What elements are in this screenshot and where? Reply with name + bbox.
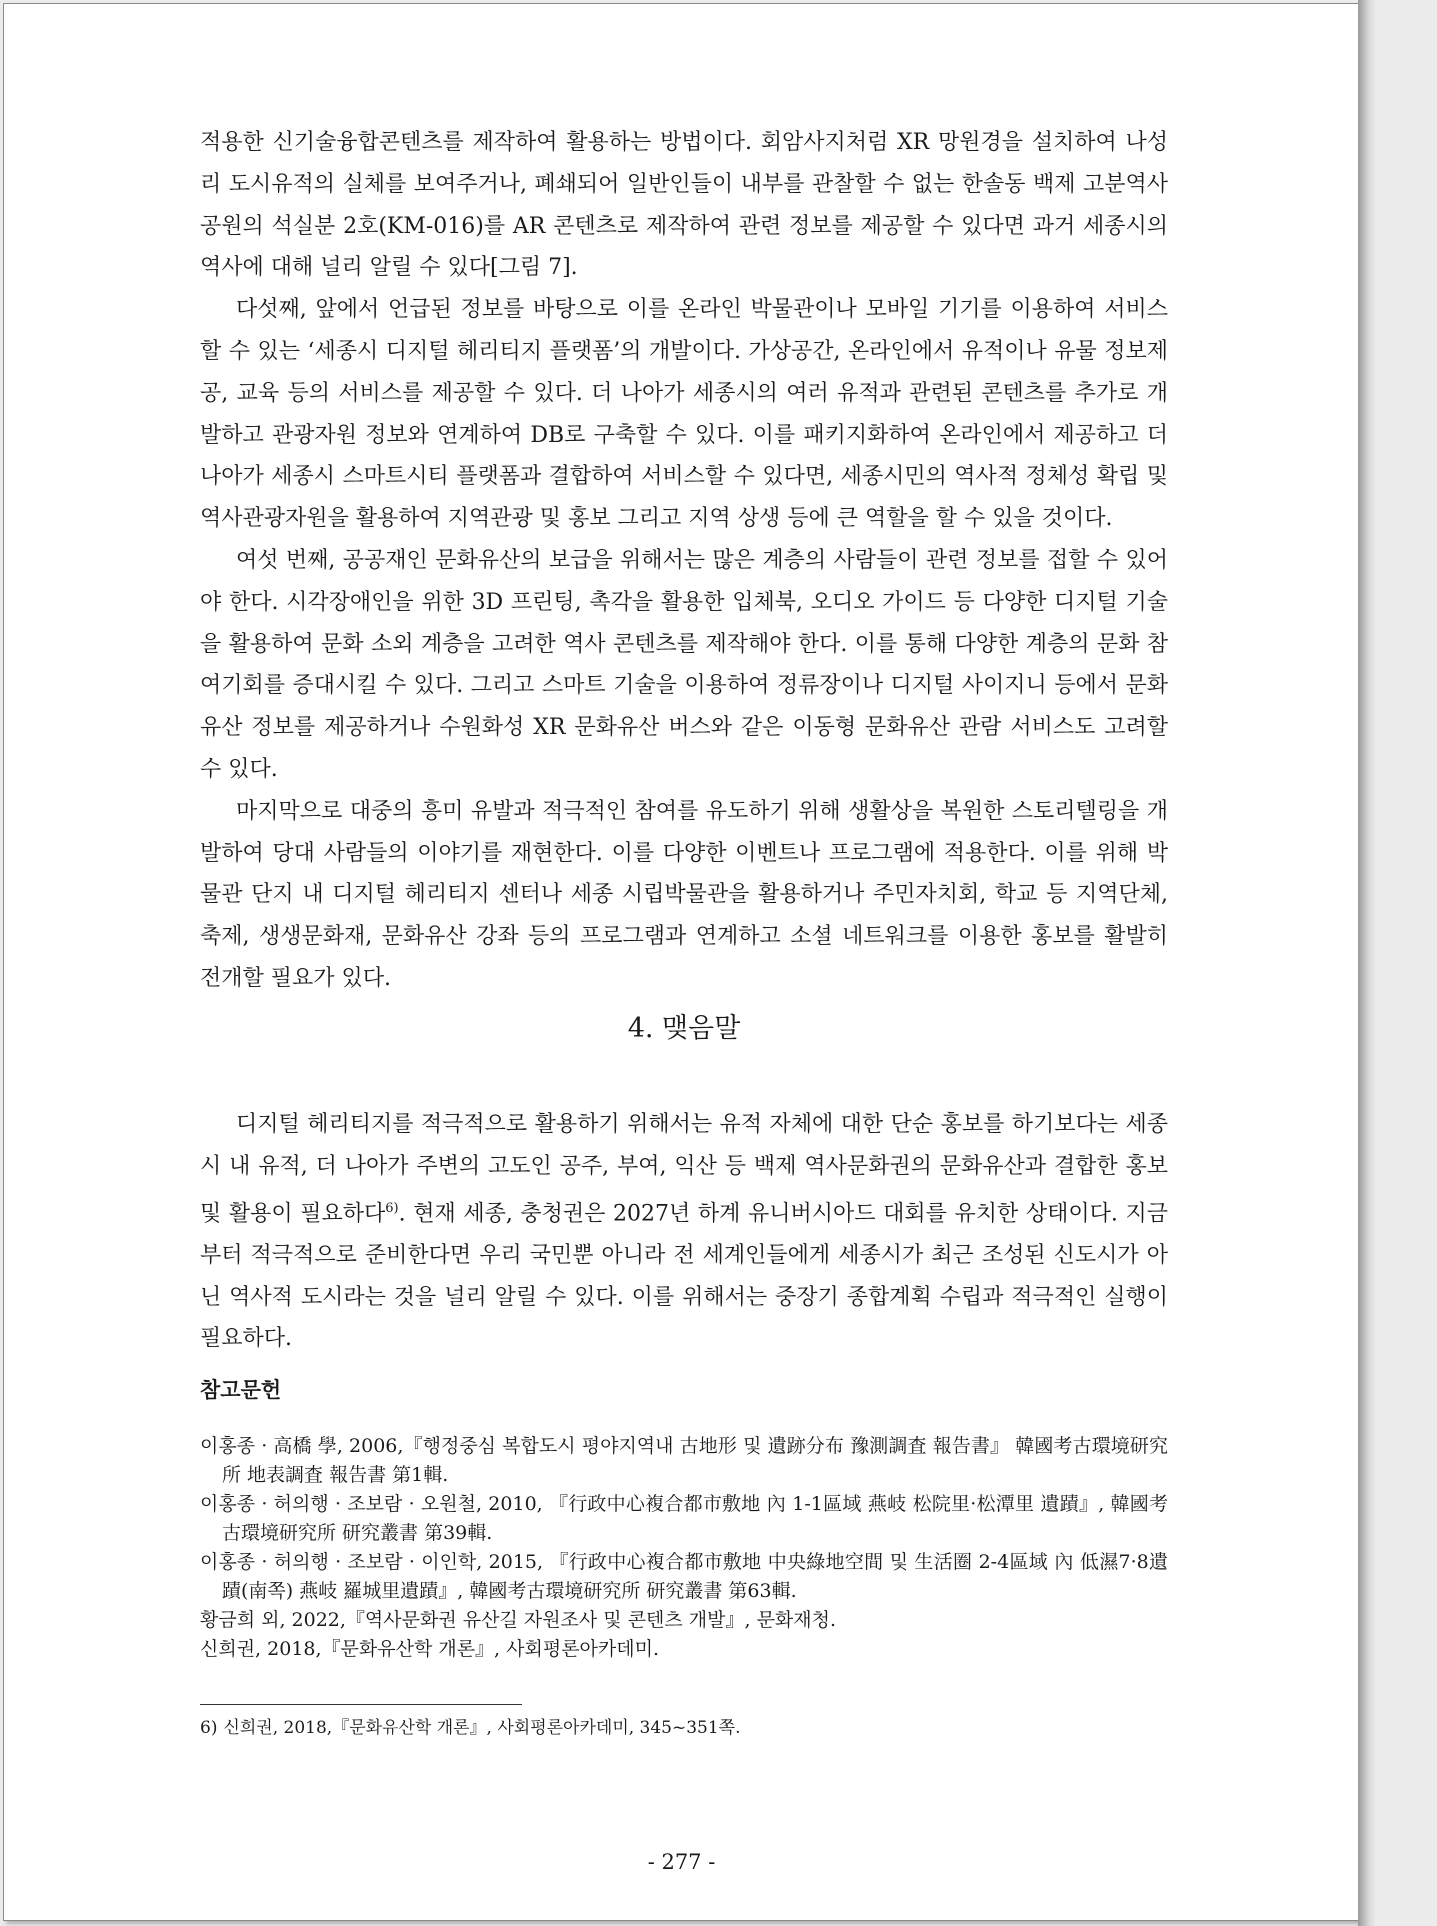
body-text-block-2 bbox=[200, 1104, 1168, 1360]
document-page bbox=[3, 3, 1360, 1921]
body-text-block-1 bbox=[200, 122, 1168, 1000]
reference-item: 황금희 외, 2022,『역사문화권 유산길 자원조사 및 콘텐츠 개발』, 문화재청. bbox=[200, 1609, 837, 1631]
paragraph: 다섯째, 앞에서 언급된 정보를 바탕으로 이를 온라인 박물관이나 모바일 기기를 이용하여 서비스할 수 있는 ‘세종시 디지털 헤리티지 플랫폼’의 개발이다. 가상공간, 온라인에서 유적이나 유물 정보제공, 교육 등의 서비스를 제공할 수 있다. 더 나아가 세종시의 여러 유적과 관련된 콘텐츠를 추가로 개발하고 관광자원 정보와 연계하여 DB로 구축할 수 있다. 이를 패키지화하여 온라인에서 제공하고 더 나아가 세종시 스마트시티 플랫폼과 결합하여 서비스할 수 있다면, 세종시민의 역사적 정체성 확립 및 역사관광자원을 활용하여 지역관광 및 홍보 그리고 지역 상생 등에 큰 역할을 할 수 있을 것이다. bbox=[200, 297, 1168, 532]
reference-item: 이홍종 · 허의행 · 조보람 · 오원철, 2010, 『行政中心複合都市敷地 內 1-1區域 燕岐 松院里·松潭里 遺蹟』, 韓國考古環境研究所 研究叢書 第39輯. bbox=[200, 1493, 1168, 1544]
footnote-divider bbox=[200, 1704, 522, 1705]
paragraph: 마지막으로 대중의 흥미 유발과 적극적인 참여를 유도하기 위해 생활상을 복원한 스토리텔링을 개발하여 당대 사람들의 이야기를 재현한다. 이를 다양한 이벤트나 프로그램에 적용한다. 이를 위해 박물관 단지 내 디지털 헤리티지 센터나 세종 시립박물관을 활용하거나 주민자치회, 학교 등 지역단체, 축제, 생생문화재, 문화유산 강좌 등의 프로그램과 연계하고 소셜 네트워크를 이용한 홍보를 활발히 전개할 필요가 있다. bbox=[200, 798, 1168, 991]
paragraph: 적용한 신기술융합콘텐츠를 제작하여 활용하는 방법이다. 회암사지처럼 XR 망원경을 설치하여 나성리 도시유적의 실체를 보여주거나, 폐쇄되어 일반인들이 내부를 관찰할 수 없는 한솔동 백제 고분역사공원의 석실분 2호(KM-016)를 AR 콘텐츠로 제작하여 관련 정보를 제공할 수 있다면 과거 세종시의 역사에 대해 널리 알릴 수 있다[그림 7]. bbox=[200, 130, 1168, 281]
reference-item: 이홍종 · 허의행 · 조보람 · 이인학, 2015, 『行政中心複合都市敷地 中央綠地空間 및 生活圈 2-4區域 內 低濕7·8遺蹟(南쪽) 燕岐 羅城里遺蹟』, 韓國考古環境研究所 研究叢書 第63輯. bbox=[200, 1551, 1168, 1602]
references-list bbox=[200, 1432, 1168, 1664]
section-heading: 4. 맺음말 bbox=[627, 1013, 741, 1044]
paragraph-text: 디지털 헤리티지를 적극적으로 활용하기 위해서는 유적 자체에 대한 단순 홍보를 하기보다는 세종시 내 유적, 더 나아가 주변의 고도인 공주, 부여, 익산 등 백제 역사문화권의 문화유산과 결합한 홍보 및 활용이 필요하다 bbox=[200, 1112, 1168, 1226]
footnote-ref[interactable]: 6) bbox=[385, 1200, 399, 1216]
footnote bbox=[200, 1713, 741, 1738]
page-number: - 277 - bbox=[647, 1850, 716, 1874]
page-curl-shadow bbox=[1358, 0, 1376, 1926]
footnote-number: 6) bbox=[200, 1718, 218, 1738]
paragraph bbox=[200, 1104, 1168, 1360]
paragraph: 여섯 번째, 공공재인 문화유산의 보급을 위해서는 많은 계층의 사람들이 관련 정보를 접할 수 있어야 한다. 시각장애인을 위한 3D 프린팅, 촉각을 활용한 입체북, 오디오 가이드 등 다양한 디지털 기술을 활용하여 문화 소외 계층을 고려한 역사 콘텐츠를 제작해야 한다. 이를 통해 다양한 계층의 문화 참여기회를 증대시킬 수 있다. 그리고 스마트 기술을 이용하여 정류장이나 디지털 사이지니 등에서 문화유산 정보를 제공하거나 수원화성 XR 문화유산 버스와 같은 이동형 문화유산 관람 서비스도 고려할 수 있다. bbox=[200, 547, 1168, 782]
references-title: 참고문헌 bbox=[200, 1378, 282, 1402]
footnote-text: 신희권, 2018,『문화유산학 개론』, 사회평론아카데미, 345~351쪽. bbox=[223, 1718, 741, 1738]
reference-item: 신희권, 2018,『문화유산학 개론』, 사회평론아카데미. bbox=[200, 1638, 660, 1660]
reference-item: 이홍종 · 高橋 學, 2006,『행정중심 복합도시 평야지역내 古地形 및 遺跡分布 豫測調査 報告書』 韓國考古環境研究所 地表調査 報告書 第1輯. bbox=[200, 1435, 1168, 1486]
paragraph-text: . 현재 세종, 충청권은 2027년 하계 유니버시아드 대회를 유치한 상태이다. 지금부터 적극적으로 준비한다면 우리 국민뿐 아니라 전 세계인들에게 세종시가 최근 조성된 신도시가 아닌 역사적 도시라는 것을 널리 알릴 수 있다. 이를 위해서는 중장기 종합계획 수립과 적극적인 실행이 필요하다. bbox=[200, 1200, 1168, 1352]
